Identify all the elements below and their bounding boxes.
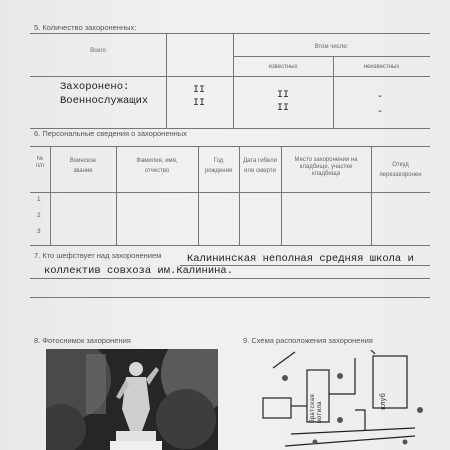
patron-underline-2 <box>30 278 430 279</box>
total-value-2: II <box>193 98 206 109</box>
unknown-value-1: - <box>377 92 384 103</box>
table5-sub-rule <box>233 56 430 57</box>
row-num-2: 2 <box>37 212 41 219</box>
scheme-club-label: клуб <box>380 393 388 410</box>
patron-text-line1: Калининская неполная средняя школа и <box>187 253 414 265</box>
section-6-title: 6. Персональные сведения о захороненных <box>34 129 187 138</box>
burial-scheme-diagram <box>255 350 430 450</box>
header-from: Откуд перезахоронен <box>379 162 422 178</box>
section-8-title: 8. Фотоснимок захоронения <box>34 336 131 345</box>
col-of-them-header: Втом числе: <box>314 44 349 50</box>
table6-top-rule <box>30 146 430 147</box>
table5-top-rule <box>30 33 430 34</box>
row-label-buried: Захоронено: <box>60 81 130 93</box>
table5-header-rule <box>30 76 430 77</box>
scheme-grave-label: братская могила <box>309 394 323 423</box>
patron-underline-3 <box>30 297 430 298</box>
header-num: № п/п <box>35 156 45 169</box>
table6-header-rule <box>30 192 430 193</box>
col-known-header: известных <box>268 64 298 70</box>
header-death: Дата гибели или смерти <box>243 158 277 174</box>
unknown-value-2: - <box>377 107 384 118</box>
known-value-2: II <box>277 103 290 114</box>
row-num-1: 1 <box>37 196 41 203</box>
row-label-military: Военнослужащих <box>60 95 149 107</box>
table6-bottom-rule <box>30 245 430 246</box>
header-rank: Воинское звание <box>69 158 97 174</box>
header-name: Фамилия, имя, отчество <box>136 158 178 174</box>
row-num-3: 3 <box>37 228 41 235</box>
total-value-1: II <box>193 85 206 96</box>
section-5-title: 5. Количество захороненных: <box>34 23 137 32</box>
section-7-label: 7. Кто шефствует над захоронением <box>34 251 162 260</box>
section-9-title: 9. Схема расположения захоронения <box>243 336 373 345</box>
patron-text-line2: коллектив совхоза им.Калинина. <box>44 265 234 277</box>
monument-photo-image <box>46 349 218 450</box>
header-year: Год рождения <box>204 158 233 174</box>
burial-photo <box>46 349 218 450</box>
col-unknown-header: неизвестных <box>363 64 400 70</box>
table5-vrule-1 <box>166 33 167 128</box>
known-value-1: II <box>277 90 290 101</box>
col-total-header: Всего <box>90 48 106 54</box>
header-place: Место захоронения на кладбище, участке кладбища <box>294 157 358 177</box>
